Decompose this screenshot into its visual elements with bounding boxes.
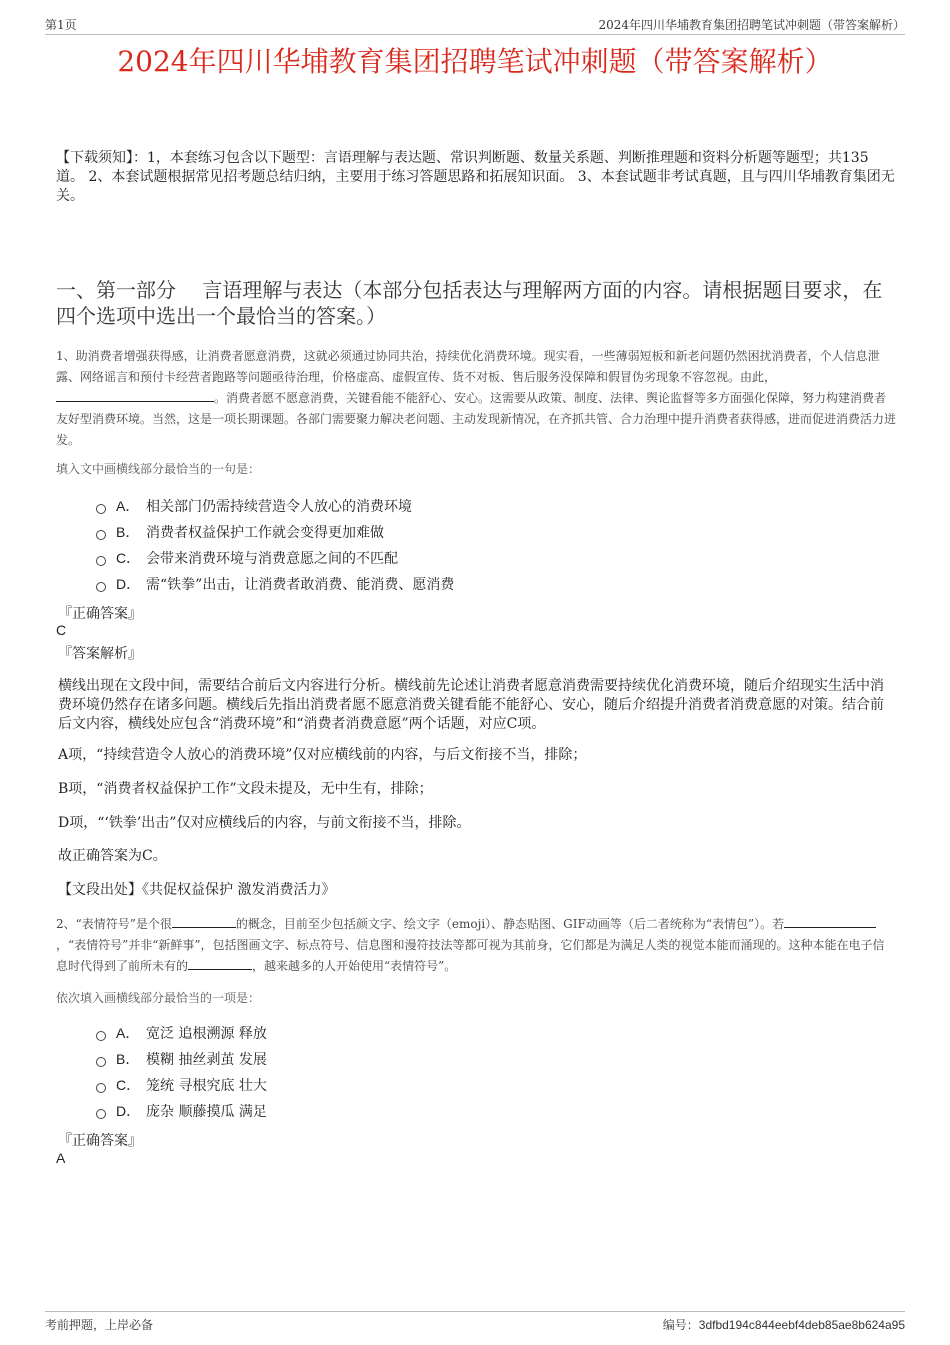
correct-answer-label: 『正确答案』 [58, 606, 142, 622]
fill-blank-3 [188, 957, 252, 970]
radio-icon[interactable] [96, 504, 106, 514]
option-c[interactable]: C． 会带来消费环境与消费意愿之间的不匹配 [96, 545, 856, 571]
question-2-part-4: ，越来越多的人开始使用“表情符号”。 [252, 959, 457, 973]
question-1-text-after: 。消费者愿不愿意消费，关键看能不能舒心、安心。这需要从政策、制度、法律、舆论监督等多方面强化保障，努力构建消费者友好型消费环境。当然，这是一项长期课题。各部门需要聚力解决老问题、主动发现新情况，在齐抓共管、合力治理中提升消费者获得感，进而促进消费活力迸发。 [56, 391, 897, 447]
page-number: 第1页 [45, 18, 77, 32]
footer-slogan: 考前押题，上岸必备 [45, 1318, 154, 1332]
question-1-prompt: 填入文中画横线部分最恰当的一句是： [56, 462, 261, 476]
radio-icon[interactable] [96, 530, 106, 540]
download-notice: 【下载须知】：1，本套练习包含以下题型：言语理解与表达题、常识判断题、数量关系题、判断推理题和资料分析题等题型；共135道。 2、本套试题根据常见招考题总结归纳，主要用于练习答题思路和拓展知识面。 3、本套试题非考试真题，且与四川华埔教育集团无关。 [56, 150, 895, 204]
analysis-label: 『答案解析』 [58, 646, 142, 662]
analysis-option-d: D项，“‘铁拳’出击”仅对应横线后的内容，与前文衔接不当，排除。 [58, 815, 471, 831]
radio-icon[interactable] [96, 1083, 106, 1093]
radio-icon[interactable] [96, 1057, 106, 1067]
fill-blank-2 [784, 915, 876, 928]
option-a[interactable]: A． 宽泛 追根溯源 释放 [96, 1020, 856, 1046]
radio-icon[interactable] [96, 556, 106, 566]
option-b[interactable]: B． 消费者权益保护工作就会变得更加难做 [96, 519, 856, 545]
page-header [45, 14, 905, 35]
option-b[interactable]: B． 模糊 抽丝剥茧 发展 [96, 1046, 856, 1072]
document-code: 编号：3dfbd194c844eebf4deb85ae8b624a95 [662, 1318, 905, 1332]
question-2-part-2: 的概念，目前至少包括颜文字、绘文字（emoji）、静态贴图、GIF动画等（后二者统称为“表情包”）。若 [235, 917, 785, 931]
question-2-part-3: ，“表情符号”并非“新鲜事”，包括图画文字、标点符号、信息图和漫符技法等都可视为其前身，它们都是为满足人类的视觉本能而涌现的。这种本能在电子信息时代得到了前所未有的 [56, 938, 885, 973]
option-d[interactable]: D． 需“铁拳”出击，让消费者敢消费、能消费、愿消费 [96, 571, 856, 597]
option-c[interactable]: C． 笼统 寻根究底 壮大 [96, 1072, 856, 1098]
analysis-conclusion: 故正确答案为C。 [58, 848, 167, 864]
radio-icon[interactable] [96, 582, 106, 592]
correct-answer: C [56, 622, 67, 638]
header-doc-title: 2024年四川华埔教育集团招聘笔试冲刺题（带答案解析） [598, 18, 905, 32]
question-1-options [96, 493, 856, 597]
section-title: 一、第一部分 言语理解与表达（本部分包括表达与理解两方面的内容。请根据题目要求，在四个选项中选出一个最恰当的答案。） [56, 278, 883, 328]
question-2-part-1: 2、“表情符号”是个很 [56, 917, 172, 931]
document-title: 2024年四川华埔教育集团招聘笔试冲刺题（带答案解析） [117, 45, 833, 78]
analysis-paragraph: 横线出现在文段中间，需要结合前后文内容进行分析。横线前先论述让消费者愿意消费需要持续优化消费环境，随后介绍现实生活中消费环境仍然存在诸多问题。横线后先指出消费者愿不愿意消费关键看能不能舒心、安心，随后介绍提升消费者消费意愿的对策。结合前后文内容，横线处应包含“消费环境”和“消费者消费意愿”两个话题，对应C项。 [58, 678, 884, 732]
question-2-options [96, 1020, 856, 1124]
option-d[interactable]: D． 庞杂 顺藤摸瓜 满足 [96, 1098, 856, 1124]
analysis-option-a: A项，“持续营造令人放心的消费环境”仅对应横线前的内容，与后文衔接不当，排除； [58, 747, 587, 763]
option-a[interactable]: A． 相关部门仍需持续营造令人放心的消费环境 [96, 493, 856, 519]
question-1-text [56, 346, 896, 451]
correct-answer: A [56, 1150, 66, 1166]
fill-blank-1 [172, 915, 236, 928]
page-footer [45, 1311, 905, 1332]
analysis-option-b: B项，“消费者权益保护工作”文段未提及，无中生有，排除； [58, 781, 433, 797]
question-1-text-before: 1、助消费者增强获得感，让消费者愿意消费，这就必须通过协同共治，持续优化消费环境。现实看，一些薄弱短板和新老问题仍然困扰消费者，个人信息泄露、网络谣言和预付卡经营者跑路等问题亟待治理，价格虚高、虚假宣传、货不对板、售后服务没保障和假冒伪劣现象不容忽视。由此， [56, 349, 880, 384]
radio-icon[interactable] [96, 1109, 106, 1119]
radio-icon[interactable] [96, 1031, 106, 1041]
fill-blank [56, 389, 214, 402]
correct-answer-label: 『正确答案』 [58, 1133, 142, 1149]
source-citation: 【文段出处】《共促权益保护 激发消费活力》 [58, 882, 336, 898]
question-2-prompt: 依次填入画横线部分最恰当的一项是： [56, 991, 261, 1005]
question-2-text [56, 914, 896, 977]
